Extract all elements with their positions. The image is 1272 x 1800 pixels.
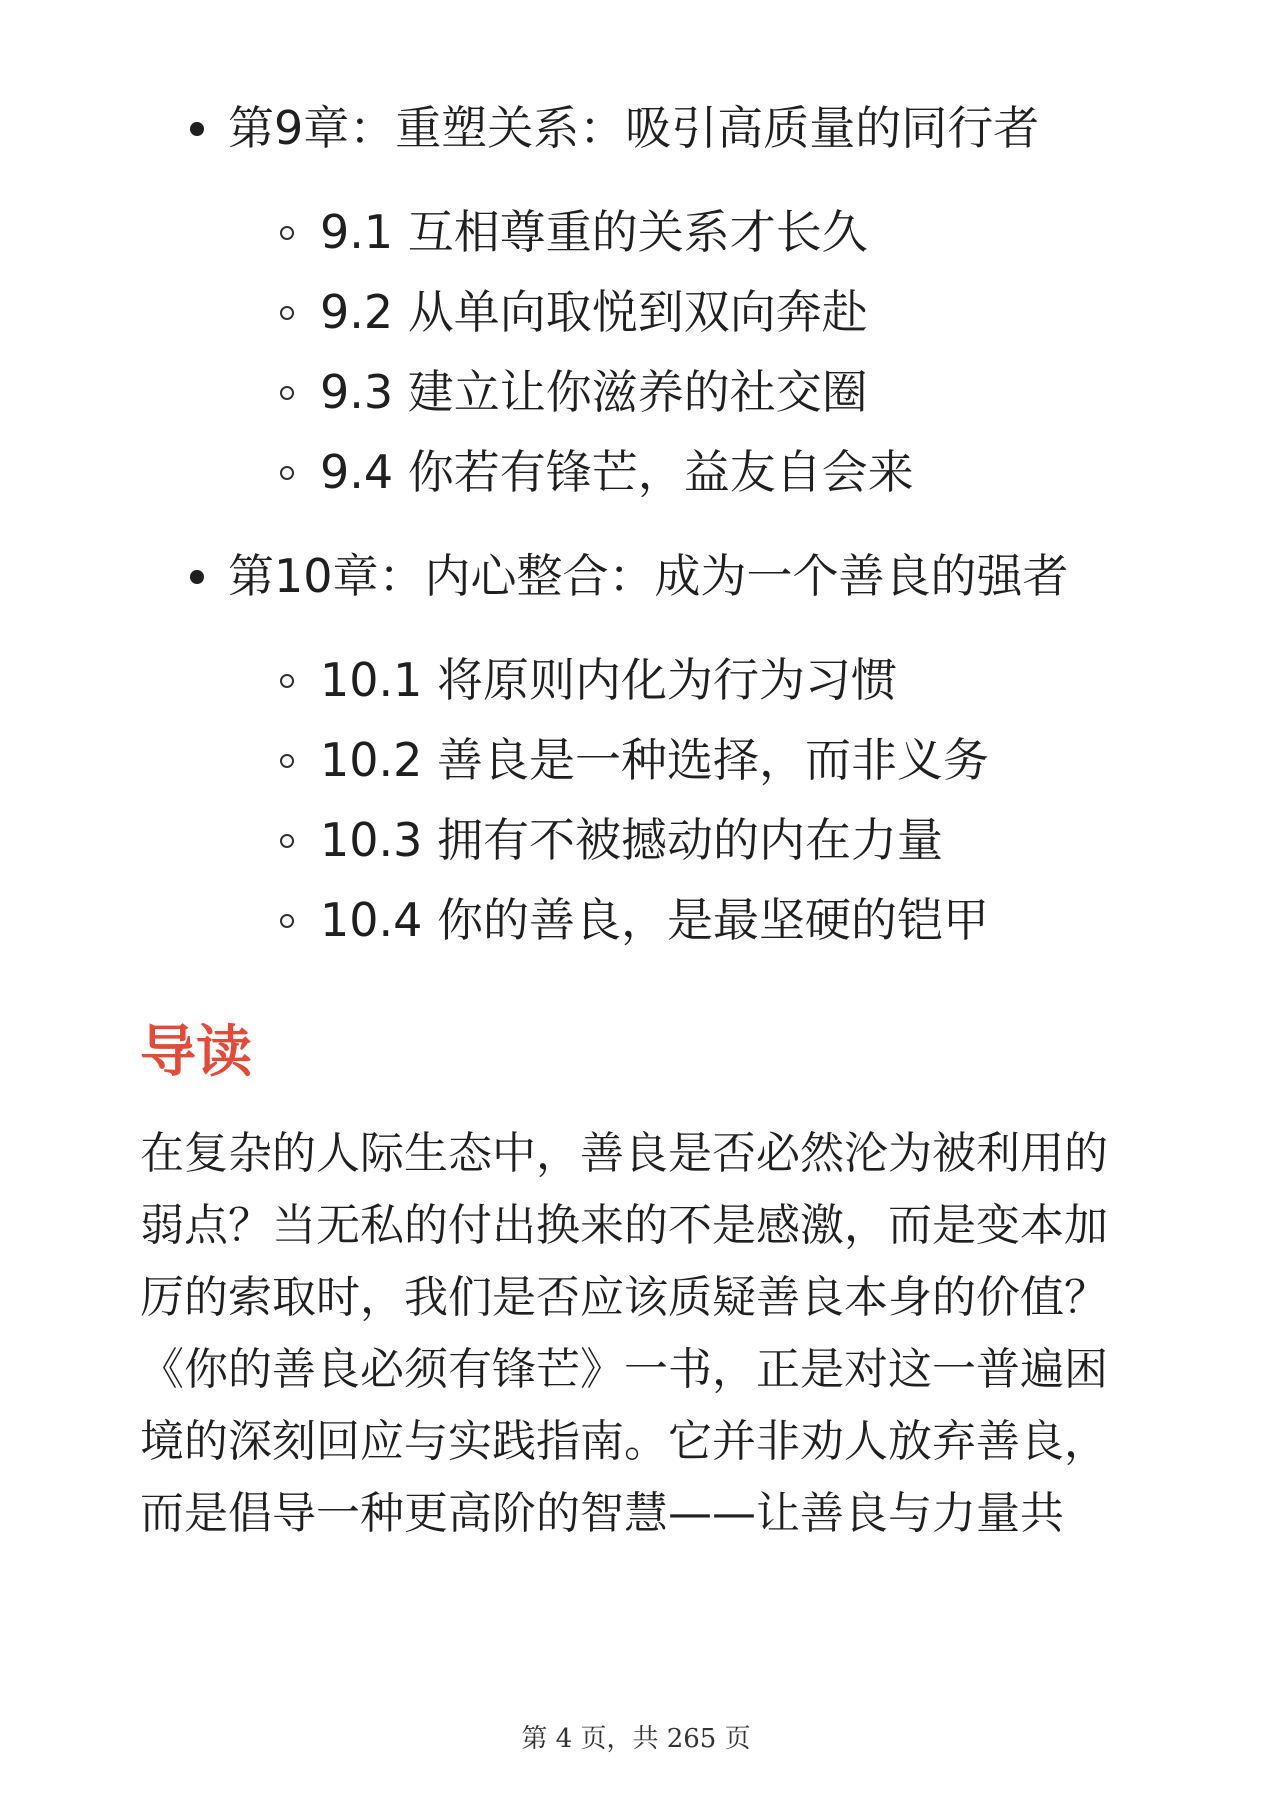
bullet-circle-icon <box>280 914 294 928</box>
chapter-title: 第9章：重塑关系：吸引高质量的同行者 <box>228 101 1040 155</box>
section-title: 9.3 建立让你滋养的社交圈 <box>320 365 868 419</box>
section-title: 9.2 从单向取悦到双向奔赴 <box>320 285 868 339</box>
intro-paragraph-line: 而是倡导一种更高阶的智慧——让善良与力量共 <box>140 1488 1064 1539</box>
bullet-circle-icon <box>280 754 294 768</box>
bullet-dot-icon <box>190 122 204 136</box>
section-title: 9.4 你若有锋芒，益友自会来 <box>320 445 914 499</box>
intro-heading: 导读 <box>140 1020 252 1085</box>
section-title: 10.2 善良是一种选择，而非义务 <box>320 733 990 787</box>
bullet-circle-icon <box>280 466 294 480</box>
chapter-title: 第10章：内心整合：成为一个善良的强者 <box>228 549 1069 603</box>
intro-paragraph-line: 境的深刻回应与实践指南。它并非劝人放弃善良， <box>140 1416 1108 1467</box>
section-title: 10.4 你的善良，是最坚硬的铠甲 <box>320 893 990 947</box>
intro-paragraph-line: 厉的索取时，我们是否应该质疑善良本身的价值？ <box>140 1272 1108 1323</box>
bullet-circle-icon <box>280 674 294 688</box>
bullet-circle-icon <box>280 834 294 848</box>
bullet-dot-icon <box>190 570 204 584</box>
bullet-circle-icon <box>280 306 294 320</box>
bullet-circle-icon <box>280 226 294 240</box>
intro-paragraph-line: 《你的善良必须有锋芒》一书，正是对这一普遍困 <box>140 1344 1108 1395</box>
page-number-footer: 第 4 页，共 265 页 <box>521 1724 751 1754</box>
section-title: 10.1 将原则内化为行为习惯 <box>320 653 898 707</box>
intro-paragraph-line: 弱点？当无私的付出换来的不是感激，而是变本加 <box>140 1200 1108 1251</box>
section-title: 9.1 互相尊重的关系才长久 <box>320 205 868 259</box>
intro-paragraph-line: 在复杂的人际生态中，善良是否必然沦为被利用的 <box>140 1128 1108 1179</box>
section-title: 10.3 拥有不被撼动的内在力量 <box>320 813 944 867</box>
bullet-circle-icon <box>280 386 294 400</box>
